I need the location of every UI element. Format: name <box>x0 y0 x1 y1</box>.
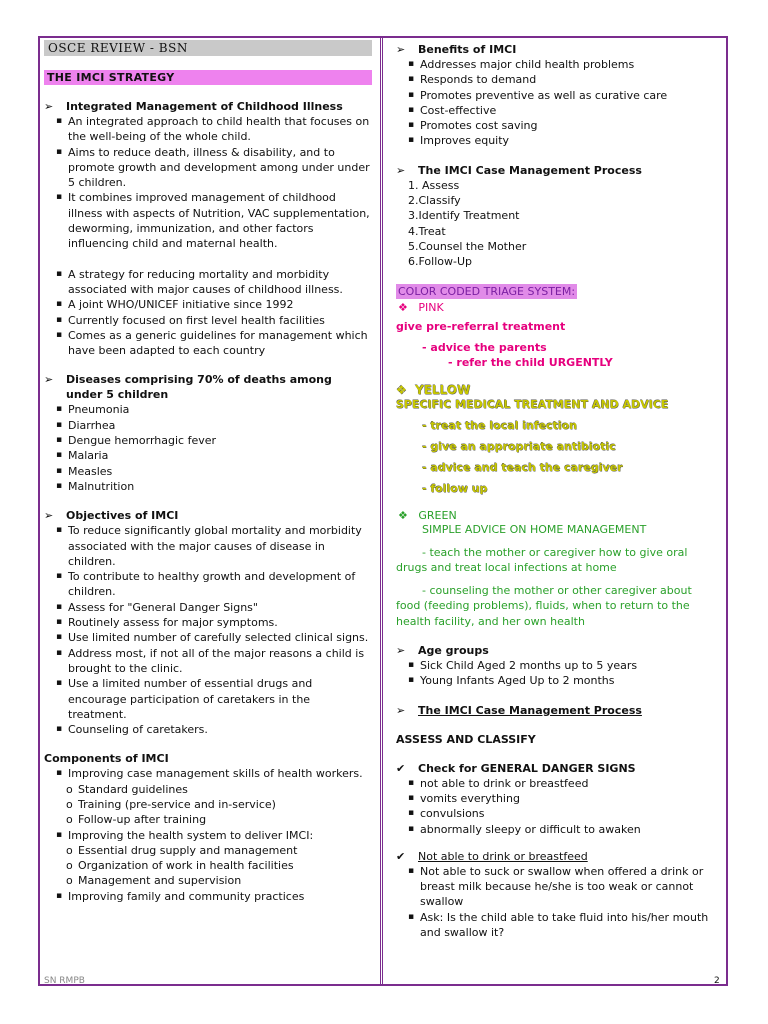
sub-item: o Organization of work in health facilities <box>44 858 372 873</box>
left-column <box>44 38 372 904</box>
column-divider <box>380 36 383 986</box>
list-item: ▪ Aims to reduce death, illness & disability, and to promote growth and development among under under 5 children. <box>44 145 372 191</box>
list-item: ▪ Promotes cost saving <box>396 118 718 133</box>
sub-item: o Management and supervision <box>44 873 372 888</box>
list-item: ▪ Responds to demand <box>396 72 718 87</box>
danger-list <box>396 776 718 837</box>
list-item: ▪ Promotes preventive as well as curative care <box>396 88 718 103</box>
green-para: - teach the mother or caregiver how to give oral drugs and treat local infections at home <box>396 545 688 574</box>
list-item: ▪ abnormally sleepy or difficult to awaken <box>396 822 718 837</box>
sub-item: o Essential drug supply and management <box>44 843 372 858</box>
list-item: ▪ Improving case management skills of health workers. <box>44 766 372 781</box>
list-item: ▪ Improving the health system to deliver IMCI: <box>44 828 372 843</box>
yellow-item: - give an appropriate antibiotic <box>422 439 616 453</box>
list-item: ▪ not able to drink or breastfeed <box>396 776 718 791</box>
pink-label: ❖ PINK <box>398 300 444 314</box>
notable-heading: ✔ Not able to drink or breastfeed <box>396 849 588 863</box>
benefits-heading: ➢ Benefits of IMCI <box>396 43 517 56</box>
diseases-list <box>44 402 372 494</box>
process-step: 5.Counsel the Mother <box>408 239 527 253</box>
pink-refer: - refer the child URGENTLY <box>448 355 613 369</box>
list-item: ▪ Currently focused on first level health facilities <box>44 313 372 328</box>
sub-item: o Training (pre-service and in-service) <box>44 797 372 812</box>
green-label: ❖ GREEN <box>398 508 457 522</box>
list-item: ▪ Assess for "General Danger Signs" <box>44 600 372 615</box>
process2-heading: ➢ The IMCI Case Management Process <box>396 703 642 717</box>
triage-heading: COLOR CODED TRIAGE SYSTEM: <box>398 284 576 298</box>
list-item: ▪ Cost-effective <box>396 103 718 118</box>
check-icon: ✔ <box>396 761 406 775</box>
assess-heading: ASSESS AND CLASSIFY <box>396 732 536 746</box>
list-item: ▪ Dengue hemorrhagic fever <box>44 433 372 448</box>
yellow-item: - follow up <box>422 481 488 495</box>
list-item: ▪ Ask: Is the child able to take fluid into his/her mouth and swallow it? <box>396 910 718 941</box>
list-item: ▪ convulsions <box>396 806 718 821</box>
diamond-icon: ❖ <box>398 508 408 522</box>
list-item: ▪ vomits everything <box>396 791 718 806</box>
imci-heading: ➢ Integrated Management of Childhood Illness <box>44 100 343 113</box>
yellow-item: - advice and teach the caregiver <box>422 460 623 474</box>
yellow-item: - treat the local infection <box>422 418 578 432</box>
sub-item: o Follow-up after training <box>44 812 372 827</box>
list-item: ▪ Addresses major child health problems <box>396 57 718 72</box>
diamond-icon: ❖ <box>398 300 408 314</box>
page-header: OSCE REVIEW - BSN <box>44 40 372 56</box>
list-item: ▪ Use a limited number of essential drugs and encourage participation of caretakers in the treatment. <box>44 676 372 722</box>
age-heading: ➢ Age groups <box>396 644 489 658</box>
diamond-icon: ❖ <box>396 382 407 397</box>
list-item: ▪ Counseling of caretakers. <box>44 722 372 737</box>
process-steps <box>396 178 718 270</box>
list-item: ▪ Sick Child Aged 2 months up to 5 years <box>396 658 718 673</box>
benefits-list <box>396 57 718 149</box>
yellow-label: ❖ YELLOW <box>396 382 471 397</box>
section-band: THE IMCI STRATEGY <box>44 70 372 85</box>
diseases-heading: ➢ Diseases comprising 70% of deaths among under 5 children <box>44 373 332 402</box>
list-item: ▪ Young Infants Aged Up to 2 months <box>396 673 718 688</box>
list-item: ▪ An integrated approach to child health that focuses on the well-being of the whole child. <box>44 114 372 145</box>
components-list <box>44 766 372 904</box>
check-icon: ✔ <box>396 849 406 863</box>
objectives-heading: ➢ Objectives of IMCI <box>44 509 179 523</box>
list-item: ▪ Malaria <box>44 448 372 463</box>
list-item: ▪ Use limited number of carefully selected clinical signs. <box>44 630 372 645</box>
right-column <box>396 38 718 940</box>
list-item: ▪ Improves equity <box>396 133 718 148</box>
notable-list <box>396 864 718 940</box>
process-step: 2.Classify <box>408 194 461 208</box>
green-sub: SIMPLE ADVICE ON HOME MANAGEMENT <box>422 522 647 536</box>
danger-heading: ✔ Check for GENERAL DANGER SIGNS <box>396 761 636 775</box>
yellow-sub: SPECIFIC MEDICAL TREATMENT AND ADVICE <box>396 397 669 411</box>
process-step: 4.Treat <box>408 224 446 238</box>
list-item: ▪ Improving family and community practices <box>44 889 372 904</box>
list-item: ▪ Measles <box>44 464 372 479</box>
process-heading: ➢ The IMCI Case Management Process <box>396 163 642 177</box>
list-item: ▪ Not able to suck or swallow when offered a drink or breast milk because he/she is too weak or cannot swallow <box>396 864 718 910</box>
imci-list-2 <box>44 267 372 359</box>
process-step: 3.Identify Treatment <box>408 209 520 223</box>
list-item: ▪ Comes as a generic guidelines for management which have been adapted to each country <box>44 328 372 359</box>
pink-advice: - advice the parents <box>422 340 547 354</box>
list-item: ▪ Malnutrition <box>44 479 372 494</box>
process-step: 1. Assess <box>408 178 460 192</box>
footer-left: SN RMPB <box>44 976 85 986</box>
page-number: 2 <box>714 976 720 986</box>
list-item: ▪ It combines improved management of childhood illness with aspects of Nutrition, VAC supplementation, deworming, immunization, and other factors influencing child and maternal health. <box>44 190 372 251</box>
sub-item: o Standard guidelines <box>44 782 372 797</box>
list-item: ▪ Pneumonia <box>44 402 372 417</box>
process-step: 6.Follow-Up <box>408 255 473 269</box>
imci-list <box>44 114 372 252</box>
pink-line: give pre-referral treatment <box>396 319 566 333</box>
objectives-list <box>44 523 372 737</box>
list-item: ▪ To contribute to healthy growth and development of children. <box>44 569 372 600</box>
list-item: ▪ A strategy for reducing mortality and morbidity associated with major causes of childhood illness. <box>44 267 372 298</box>
list-item: ▪ Routinely assess for major symptoms. <box>44 615 372 630</box>
list-item: ▪ A joint WHO/UNICEF initiative since 1992 <box>44 297 372 312</box>
age-list <box>396 658 718 689</box>
list-item: ▪ Address most, if not all of the major reasons a child is brought to the clinic. <box>44 646 372 677</box>
green-para: - counseling the mother or other caregiver about food (feeding problems), fluids, when to return to the health facility, and her own health <box>396 584 692 628</box>
list-item: ▪ To reduce significantly global mortality and morbidity associated with the major causes of disease in children. <box>44 523 372 569</box>
list-item: ▪ Diarrhea <box>44 418 372 433</box>
components-heading: Components of IMCI <box>44 752 169 766</box>
